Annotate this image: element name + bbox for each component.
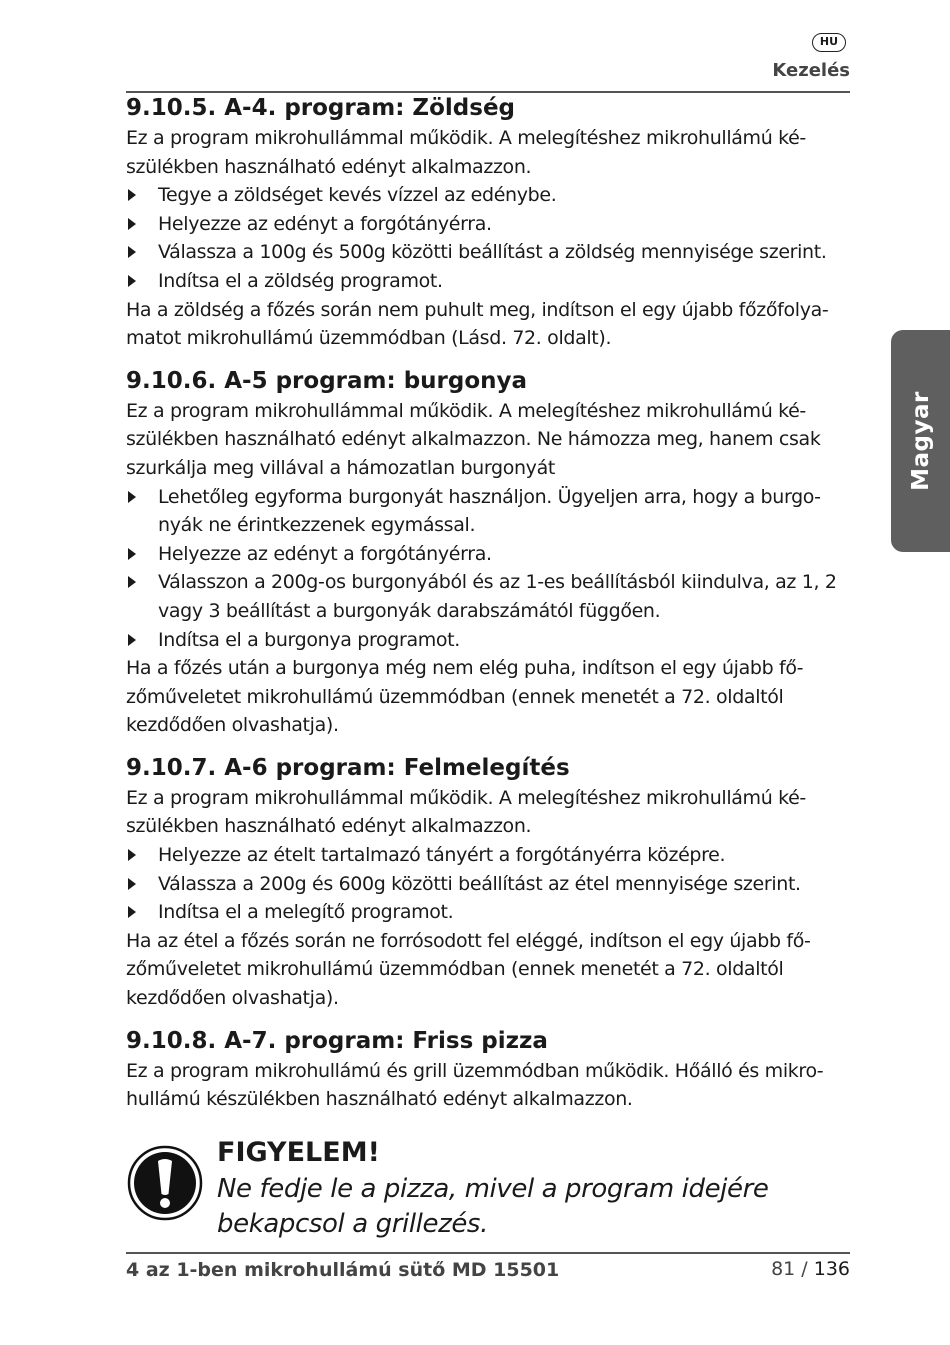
language-side-tab: [891, 330, 950, 552]
page-total: 136: [813, 1258, 850, 1280]
warning-title: FIGYELEM!: [217, 1137, 380, 1168]
footer-divider: [126, 1252, 850, 1254]
language-side-tab-label: Magyar: [907, 391, 934, 491]
page-separator: /: [795, 1258, 814, 1280]
header-section-title: Kezelés: [772, 60, 850, 81]
warning-text: Ne fedje le a pizza, mivel a program idejére bekapcsol a grillezés.: [217, 1174, 769, 1239]
language-badge: HU: [812, 33, 846, 52]
list-item: Indítsa el a melegítő programot.: [126, 898, 846, 927]
instruction-list: [126, 483, 846, 655]
list-item: Indítsa el a zöldség programot.: [126, 267, 846, 296]
list-item: Válassza a 200g és 600g közötti beállítást az étel mennyisége szerint.: [126, 870, 846, 899]
section-pizza: [126, 1025, 846, 1114]
section-heading: 9.10.8. A-7. program: Friss pizza: [126, 1027, 548, 1054]
list-item: Helyezze az edényt a forgótányérra.: [126, 540, 846, 569]
section-intro: Ez a program mikrohullámmal működik. A melegítéshez mikrohullámú készülékben használható edényt alkalmazzon.: [126, 127, 807, 178]
page-content: [126, 92, 846, 1126]
section-intro: Ez a program mikrohullámmal működik. A melegítéshez mikrohullámú készülékben használható edényt alkalmazzon. Ne hámozza meg, hanem csak szurkálja meg villával a hámozatlan burgonyát: [126, 399, 821, 479]
section-outro: Ha a zöldség a főzés során nem puhult meg, indítson el egy újabb főzőfolyamatot mikrohullámú üzemmódban (Lásd. 72. oldalt).: [126, 298, 829, 350]
section-vegetable: [126, 92, 846, 353]
list-item: Tegye a zöldséget kevés vízzel az edénybe.: [126, 181, 846, 210]
instruction-list: [126, 181, 846, 295]
section-potato: [126, 365, 846, 740]
section-heading: 9.10.5. A-4. program: Zöldség: [126, 95, 516, 121]
list-item: Helyezze az ételt tartalmazó tányért a forgótányérra középre.: [126, 841, 846, 870]
list-item: Válasszon a 200g-os burgonyából és az 1-es beállításból kiindulva, az 1, 2 vagy 3 beállítást a burgonyák darabszámától függően.: [126, 568, 846, 625]
section-reheat: [126, 752, 846, 1013]
page-current: 81: [771, 1258, 796, 1280]
section-intro: Ez a program mikrohullámú és grill üzemmódban működik. Hőálló és mikrohullámú készülékben használható edényt alkalmazzon.: [126, 1059, 824, 1111]
section-outro: Ha a főzés után a burgonya még nem elég puha, indítson el egy újabb főzőműveletet mikrohullámú üzemmódban (ennek menetét a 72. oldaltól kezdődően olvashatja).: [126, 657, 804, 737]
list-item: Válassza a 100g és 500g közötti beállítást a zöldség mennyisége szerint.: [126, 238, 846, 267]
list-item: Indítsa el a burgonya programot.: [126, 626, 846, 655]
list-item: Lehetőleg egyforma burgonyát használjon. Ügyeljen arra, hogy a burgonyák ne érintkezzenek egymással.: [126, 483, 846, 540]
section-heading: 9.10.6. A-5 program: burgonya: [126, 367, 528, 394]
section-outro: Ha az étel a főzés során ne forrósodott fel eléggé, indítson el egy újabb főzőműveletet mikrohullámú üzemmódban (ennek menetét a 72. oldaltól kezdődően olvashatja).: [126, 929, 811, 1010]
exclamation-warning-icon: [127, 1145, 203, 1221]
section-heading: 9.10.7. A-6 program: Felmelegítés: [126, 754, 570, 781]
section-intro: Ez a program mikrohullámmal működik. A melegítéshez mikrohullámú készülékben használható edényt alkalmazzon.: [126, 786, 807, 838]
page-number: [771, 1258, 850, 1280]
footer-product-name: 4 az 1-ben mikrohullámú sütő MD 15501: [126, 1259, 560, 1281]
instruction-list: [126, 841, 846, 927]
list-item: Helyezze az edényt a forgótányérra.: [126, 210, 846, 239]
